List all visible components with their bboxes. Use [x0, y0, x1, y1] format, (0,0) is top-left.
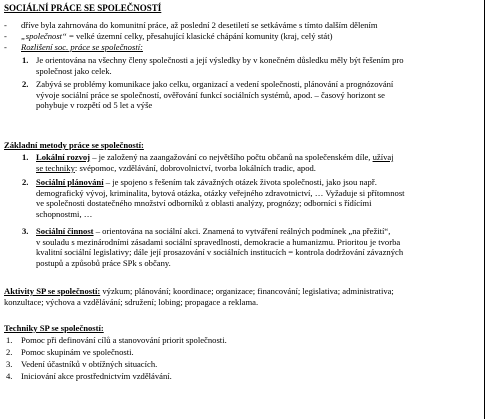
method-num-2: 2.: [22, 177, 29, 187]
method-2-line-4: schopnostmi, …: [36, 208, 93, 219]
method-3-line-4: postupů a způsobů práce SPk s občany.: [36, 257, 171, 268]
intro-line-3: Rozlišení soc. práce se společností:: [21, 42, 143, 52]
activities-text-1: výzkum; plánování; koordinace; organizace; financování; legislativa; administrativa;: [100, 286, 394, 296]
method-item-2: [36, 177, 483, 219]
intro-dash-3: -: [4, 42, 7, 52]
method-3-term: Sociální činnost: [36, 226, 94, 236]
method-2-first-rest: – je spojeno s řešením tak závažných otázek života společnosti, jako jsou např.: [103, 177, 377, 187]
split-num-1: 1.: [22, 55, 29, 65]
method-1-line-2-text: : svépomoc, vzdělávání, dobrovolnictví, tvorba lokálních tradic, apod.: [74, 162, 316, 173]
technique-num-1: 1.: [6, 335, 13, 345]
method-1-first-rest: – je založený na zaangažování co největšího počtu občanů na společenském díle,: [90, 152, 373, 162]
method-1-line-2: [36, 163, 483, 174]
technique-item-4: Iniciování akce prostřednictvím vzdělávání.: [21, 371, 172, 381]
method-2-line-3: ve společnosti dostatečného množství odborníků z oblasti analýzy, prognózy; odborníci s řídícími: [36, 198, 372, 209]
method-1-first-end: užívaj: [372, 152, 394, 162]
method-2-term: Sociální plánování: [36, 177, 104, 187]
right-margin-line: [484, 0, 485, 419]
method-item-3: [36, 226, 483, 268]
activities-line-2: konzultace; výchova a vzdělávání; sdružení; lobing; propagace a reklama.: [4, 297, 259, 307]
page-title: SOCIÁLNÍ PRÁCE SE SPOLEČNOSTÍ: [4, 3, 162, 13]
split-item-2-line-1: Zabývá se problémy komunikace jako celku, organizací a vedení společnosti, plánování a prognózování: [36, 79, 394, 89]
technique-item-3: Vedení účastníků v obtížných situacích.: [21, 359, 158, 369]
split-num-2: 2.: [22, 79, 29, 89]
activities-label: Aktivity SP se společností:: [4, 286, 101, 296]
split-item-2-line-3: pohybuje v rozpětí od 5 let a výše: [36, 100, 153, 111]
method-1-term: Lokální rozvoj: [36, 152, 91, 162]
split-item-2-line-2: vývoje sociální práce se společností, ověřování funkcí sociálních systémů, apod. – časový horizont se: [36, 89, 385, 100]
method-3-line-1: [36, 226, 483, 237]
method-num-1: 1.: [22, 152, 29, 162]
intro-line-2: [21, 31, 332, 42]
intro-dash-2: -: [4, 31, 7, 41]
technique-num-3: 3.: [6, 359, 13, 369]
technique-num-4: 4.: [6, 371, 13, 381]
method-3-line-2: v souladu s mezinárodními zásadami sociální spravedlnosti, demokracie a humanizmu. Prioritou je tvorba: [36, 236, 401, 247]
intro-line-2-text: = velké územní celky, přesahující klasické chápání komunity (kraj, celý stát): [69, 31, 333, 41]
method-1-underline-prefix: se techniky: [36, 162, 75, 173]
method-2-line-2: demografický vývoj, kriminalita, bytová otázka, otázky veřejného zdravotnictví, … Vyžaduje si přítomnost: [36, 187, 405, 198]
activities-line-1: [4, 286, 394, 297]
intro-dash-1: -: [4, 20, 7, 30]
methods-heading: Základní metody práce se společností:: [4, 140, 144, 150]
technique-item-2: Pomoc skupinám ve společnosti.: [21, 347, 134, 357]
split-item-1-line-2: společnost jako celek.: [36, 65, 112, 76]
split-item-2: [36, 79, 483, 111]
techniques-heading: Techniky SP se společností:: [4, 323, 104, 333]
method-item-1: [36, 152, 483, 173]
method-num-3: 3.: [22, 226, 29, 236]
technique-num-2: 2.: [6, 347, 13, 357]
split-item-1-line-1: Je orientována na všechny členy společnosti a její výsledky by v konečném důsledku měly být řešením pro: [36, 55, 404, 65]
method-3-first-rest: – orientována na sociální akci. Znamená to vytváření reálných podmínek „na přežití“,: [93, 226, 391, 236]
split-item-1: [36, 55, 483, 76]
intro-line-1: dříve byla zahrnována do komunitní práce, až poslední 2 desetiletí se setkáváme s tímto dalším dělením: [21, 20, 378, 30]
technique-item-1: Pomoc při definování cílů a stanovování priorit společnosti.: [21, 335, 227, 345]
method-3-line-3: kvalitní sociální legislativy; dále její prosazování v sociálních institucích = kontrola dodržování závazných: [36, 247, 404, 258]
method-1-line-1: [36, 152, 483, 163]
method-2-line-1: [36, 177, 483, 188]
intro-quote: „společnost“: [21, 31, 67, 41]
